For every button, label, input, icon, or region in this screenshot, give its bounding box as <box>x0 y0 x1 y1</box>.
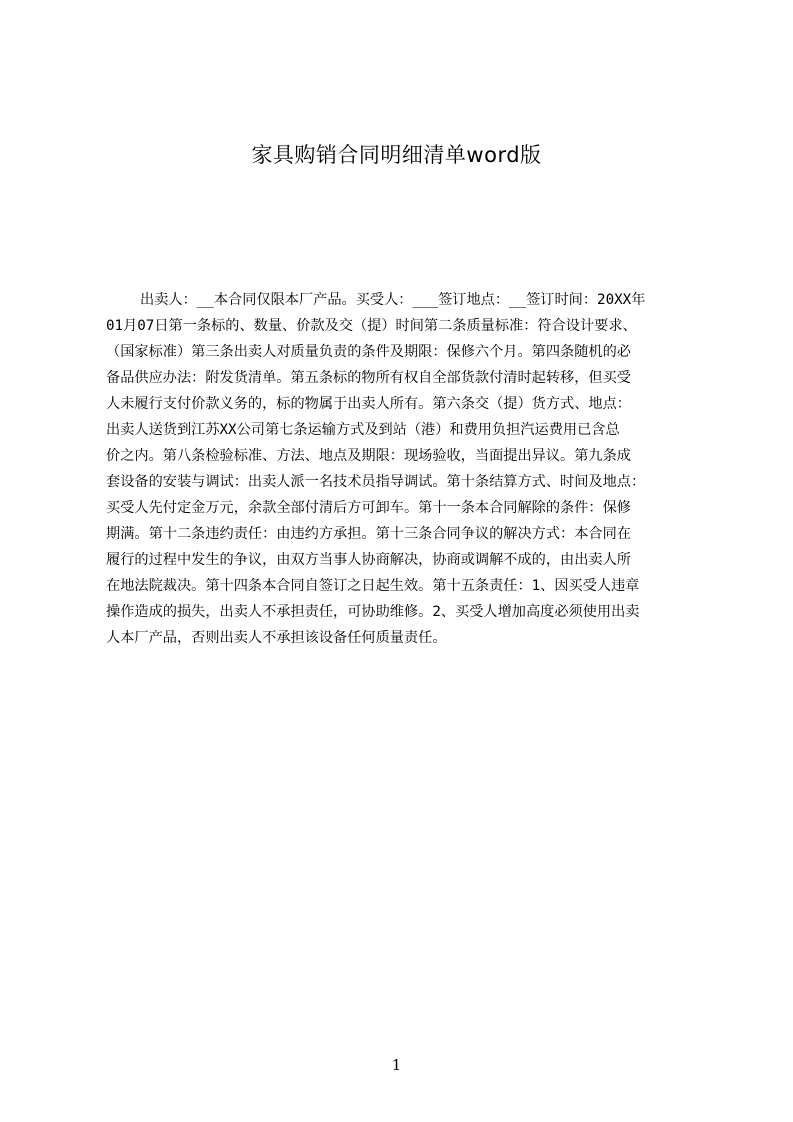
body-line: 出卖人：__本合同仅限本厂产品。买受人：___签订地点：__签订时间：20XX年 <box>140 292 646 308</box>
body-line: 出卖人送货到江苏XX公司第七条运输方式及到站（港）和费用负担汽运费用已含总 <box>106 422 620 438</box>
document-title: 家具购销合同明细清单word版 <box>251 143 542 167</box>
body-line: （国家标准）第三条出卖人对质量负责的条件及期限：保修六个月。第四条随机的必 <box>106 344 631 360</box>
body-line: 价之内。第八条检验标准、方法、地点及期限：现场验收，当面提出异议。第九条成 <box>106 448 631 464</box>
body-line: 备品供应办法：附发货清单。第五条标的物所有权自全部货款付清时起转移，但买受 <box>106 370 631 386</box>
body-line: 人未履行支付价款义务的，标的物属于出卖人所有。第六条交（提）货方式、地点： <box>106 396 631 412</box>
body-line: 买受人先付定金万元，余款全部付清后方可卸车。第十一条本合同解除的条件：保修 <box>106 500 631 516</box>
body-line: 在地法院裁决。第十四条本合同自签订之日起生效。第十五条责任：1、因买受人违章 <box>106 578 640 594</box>
body-line: 履行的过程中发生的争议，由双方当事人协商解决，协商或调解不成的，由出卖人所 <box>106 552 631 568</box>
body-line: 01月07日第一条标的、数量、价款及交（提）时间第二条质量标准：符合设计要求、 <box>106 318 637 334</box>
body-line: 操作造成的损失，出卖人不承担责任，可协助维修。2、买受人增加高度必须使用出卖 <box>106 604 640 620</box>
body-line: 期满。第十二条违约责任：由违约方承担。第十三条合同争议的解决方式：本合同在 <box>106 526 631 542</box>
body-line: 人本厂产品，否则出卖人不承担该设备任何质量责任。 <box>106 630 447 646</box>
body-line: 套设备的安装与调试：出卖人派一名技术员指导调试。第十条结算方式、时间及地点： <box>106 474 646 490</box>
page-number: 1 <box>391 1056 402 1074</box>
contract-body <box>106 287 697 667</box>
